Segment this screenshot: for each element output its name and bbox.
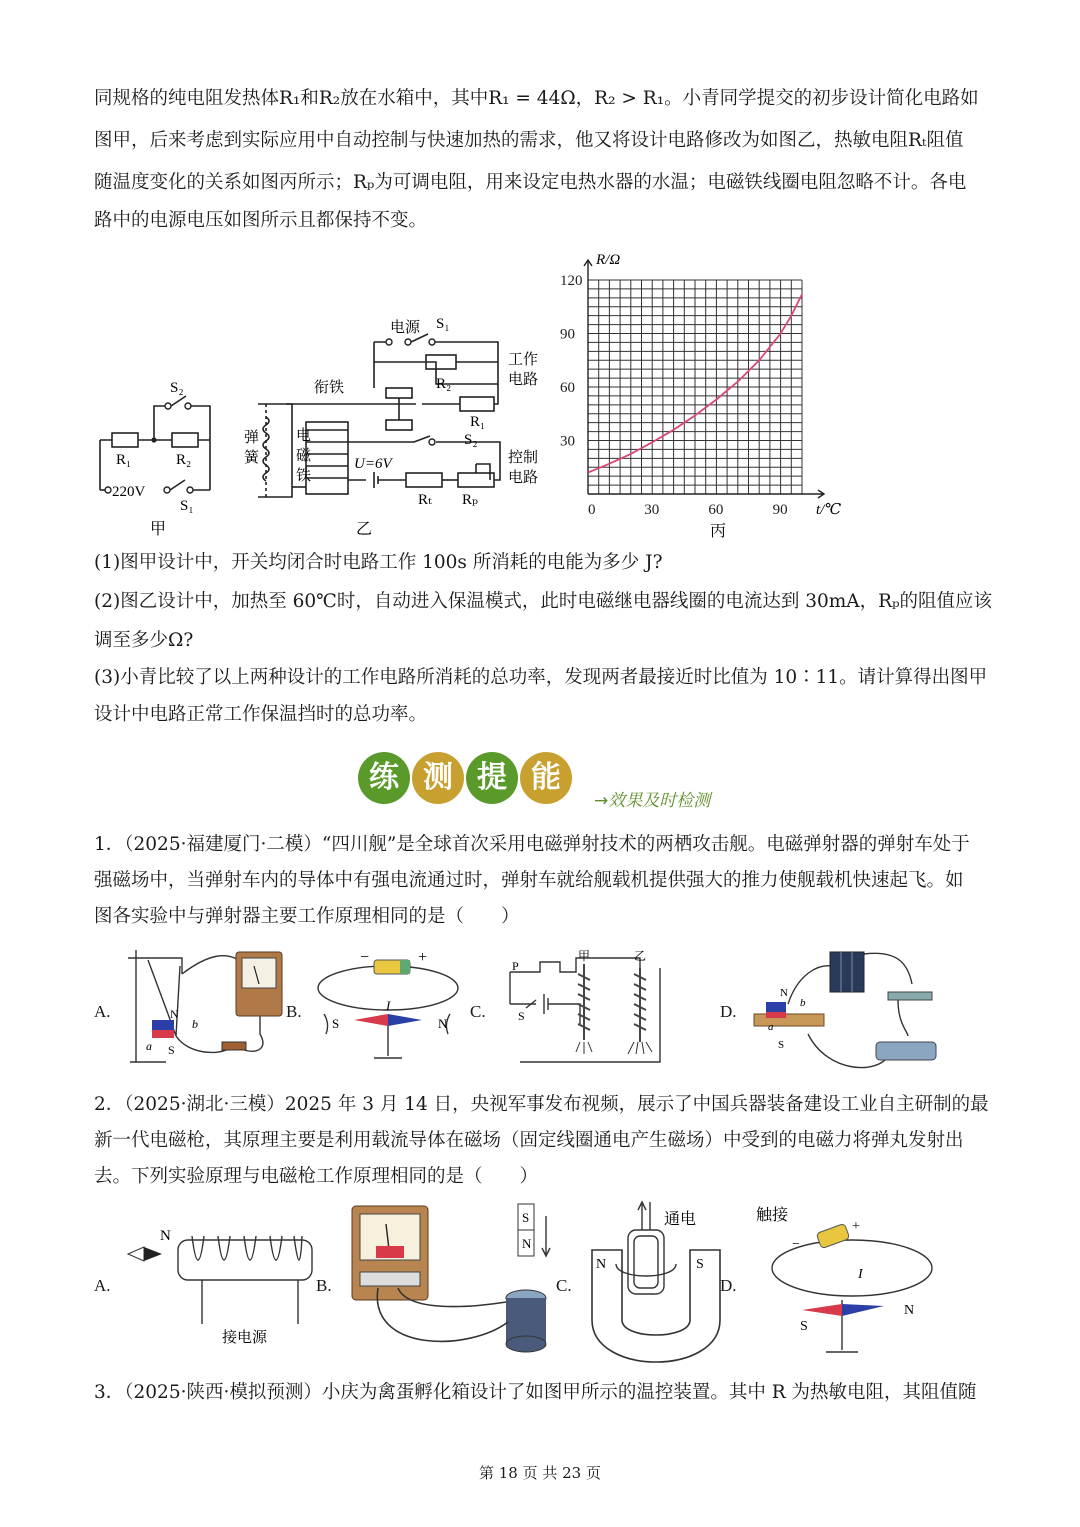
fb-n: N	[438, 1016, 448, 1031]
label-s1: S₁	[180, 498, 194, 514]
f2d-touch: 触接	[756, 1207, 789, 1224]
banner-tagline: →效果及时检测	[594, 791, 711, 811]
label-rt: Rₜ	[418, 492, 432, 508]
caption-yi: 乙	[356, 519, 373, 538]
label-power: 电源	[390, 320, 421, 336]
p1-figure-b	[314, 944, 464, 1069]
label-work-2: 电路	[508, 372, 539, 388]
armature-contact-bottom	[386, 420, 412, 430]
label-s1-yi: S₁	[436, 316, 450, 332]
p2-figure-d	[752, 1198, 942, 1368]
resistor-r2	[172, 433, 198, 447]
p2-option-d: D.	[720, 1276, 737, 1295]
fd-n: N	[780, 987, 788, 999]
label-s2: S₂	[170, 380, 184, 396]
circuit-figure-yi	[236, 312, 556, 542]
page-footer: 第 18 页 共 23 页	[478, 1464, 601, 1482]
question-2a: (2)图乙设计中，加热至 60℃时，自动进入保温模式，此时电磁继电器线圈的电流达到 30mA，Rₚ的阻值应该	[94, 591, 992, 612]
p2-figure-a	[122, 1220, 318, 1352]
intro-line-2: 图甲，后来考虑到实际应用中自动控制与快速加热的需求，他又将设计电路修改为如图乙，热敏电阻Rₜ阻值	[94, 130, 964, 151]
p2-figure-c	[586, 1200, 726, 1370]
label-r1-yi: R₁	[470, 414, 486, 430]
label-ctrl-1: 控制	[508, 450, 539, 466]
problem-3-line-1: 3．（2025·陕西·模拟预测）小庆为禽蛋孵化箱设计了如图甲所示的温控装置。其中 R 为热敏电阻，其阻值随	[94, 1382, 977, 1403]
label-em-2: 磁	[296, 448, 312, 464]
resistor-rt	[406, 473, 442, 487]
fd-a: a	[768, 1021, 774, 1033]
fb-current: I	[386, 998, 391, 1013]
f2d-plus: +	[852, 1219, 860, 1234]
intro-line-1: 同规格的纯电阻发热体R₁和R₂放在水箱中，其中R₁ = 44Ω，R₂ > R₁。小青同学提交的初步设计简化电路如	[94, 88, 979, 109]
fb-plus: +	[418, 949, 428, 966]
p1-option-b: B.	[286, 1002, 302, 1021]
label-armature: 衔铁	[314, 380, 345, 396]
armature-contact-top	[386, 388, 412, 398]
fb-s: S	[332, 1016, 340, 1031]
p2-option-a: A.	[94, 1276, 111, 1295]
f2c-n: N	[596, 1257, 607, 1272]
p2-figure-b	[348, 1202, 558, 1362]
problem-1-line-3: 图各实验中与弹射器主要工作原理相同的是（ ）	[94, 906, 520, 927]
label-r2-yi: R₂	[436, 376, 452, 392]
p1-figure-d	[748, 944, 948, 1074]
resistor-r1	[112, 433, 138, 447]
label-ctrl-2: 电路	[508, 470, 539, 486]
y-tick-label: 30	[560, 433, 575, 450]
label-work-1: 工作	[508, 352, 539, 368]
f2b-s: S	[522, 1210, 530, 1225]
p1-option-c: C.	[470, 1002, 486, 1021]
y-tick-label: 120	[560, 273, 583, 289]
label-s2-yi: S₂	[464, 432, 478, 448]
fa-a: a	[146, 1039, 152, 1053]
label-spring-2: 簧	[244, 450, 260, 466]
label-rp: Rₚ	[462, 492, 479, 508]
f2d-s: S	[800, 1319, 808, 1334]
f2a-power: 接电源	[222, 1330, 268, 1346]
x-tick-label: 90	[772, 502, 788, 518]
p1-figure-a	[118, 944, 288, 1069]
fd-b: b	[800, 997, 806, 1009]
fc-s: S	[518, 1009, 525, 1023]
caption-bing: 丙	[710, 521, 727, 540]
intro-line-3: 随温度变化的关系如图丙所示；Rₚ为可调电阻，用来设定电热水器的水温；电磁铁线圈电阻忽略不计。各电	[94, 172, 967, 193]
circuit-figure-jia	[92, 370, 222, 540]
fc-jia: 甲	[578, 949, 591, 963]
f2c-energized: 通电	[664, 1211, 697, 1228]
p2-option-b: B.	[316, 1276, 332, 1295]
fa-s: S	[168, 1043, 175, 1057]
f2b-n: N	[522, 1236, 532, 1251]
label-r1: R₁	[116, 452, 132, 468]
problem-2-line-3: 去。下列实验原理与电磁枪工作原理相同的是（ ）	[94, 1166, 539, 1187]
resistor-rp	[458, 473, 494, 487]
label-em-1: 电	[296, 428, 312, 444]
x-tick-label: 0	[588, 502, 596, 518]
fc-p: P	[512, 959, 519, 973]
electromagnet-core	[306, 422, 348, 494]
caption-jia: 甲	[150, 519, 167, 538]
y-axis-label: R/Ω	[596, 252, 621, 268]
banner-char-2: 测	[412, 752, 464, 804]
label-220v: 220V	[112, 484, 146, 500]
label-spring-1: 弹	[244, 430, 260, 446]
x-tick-label: 30	[644, 502, 660, 518]
f2a-n: N	[160, 1228, 171, 1244]
f2c-s: S	[696, 1257, 704, 1272]
rt-temperature-chart	[552, 246, 852, 546]
problem-1-line-2: 强磁场中，当弹射车内的导体中有强电流通过时，弹射车就给舰载机提供强大的推力使舰载机快速起飞。如	[94, 870, 964, 891]
fa-b: b	[192, 1017, 198, 1031]
problem-2-line-2: 新一代电磁枪，其原理主要是利用载流导体在磁场（固定线圈通电产生磁场）中受到的电磁力将弹丸发射出	[94, 1130, 964, 1151]
x-axis-label: t/℃	[816, 502, 842, 518]
fb-minus: −	[360, 949, 370, 966]
f2d-current: I	[858, 1267, 863, 1282]
p2-option-c: C.	[556, 1276, 572, 1295]
question-1: (1)图甲设计中，开关均闭合时电路工作 100s 所消耗的电能为多少 J?	[94, 552, 663, 573]
problem-1-line-1: 1．（2025·福建厦门·二模）“四川舰”是全球首次采用电磁弹射技术的两栖攻击舰。电磁弹射器的弹射车处于	[94, 834, 970, 855]
label-voltage-6v: U=6V	[354, 456, 392, 472]
p1-option-a: A.	[94, 1002, 111, 1021]
question-2b: 调至多少Ω?	[94, 630, 194, 651]
p1-option-d: D.	[720, 1002, 737, 1021]
p1-figure-c	[500, 944, 680, 1069]
y-tick-label: 90	[560, 326, 575, 343]
fc-yi: 乙	[634, 949, 647, 963]
banner-char-1: 练	[358, 752, 410, 804]
x-tick-label: 60	[708, 502, 724, 518]
label-em-3: 铁	[296, 468, 312, 484]
question-3b: 设计中电路正常工作保温挡时的总功率。	[94, 704, 428, 725]
resistor-r1-yi	[460, 397, 494, 411]
question-3a: (3)小青比较了以上两种设计的工作电路所消耗的总功率，发现两者最接近时比值为 10∶11。请计算得出图甲	[94, 667, 988, 688]
f2d-minus: −	[792, 1237, 800, 1252]
f2d-n: N	[904, 1303, 915, 1318]
fa-n: N	[170, 1007, 179, 1021]
y-tick-label: 60	[560, 380, 575, 396]
label-r2: R₂	[176, 452, 192, 468]
problem-2-line-1: 2．（2025·湖北·三模）2025 年 3 月 14 日，央视军事发布视频，展示了中国兵器装备建设工业自主研制的最	[94, 1094, 989, 1115]
banner-char-3: 提	[466, 752, 518, 804]
banner-char-4: 能	[520, 752, 572, 804]
intro-line-4: 路中的电源电压如图所示且都保持不变。	[94, 210, 428, 231]
practice-banner	[358, 752, 728, 812]
fd-s: S	[778, 1039, 785, 1051]
